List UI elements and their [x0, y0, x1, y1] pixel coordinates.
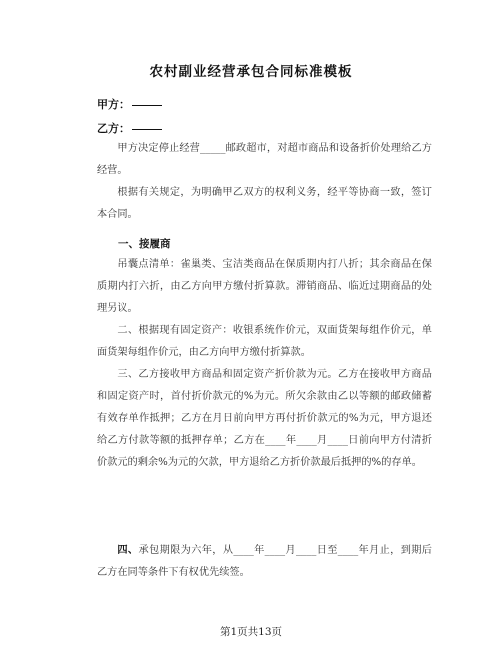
paragraph-intro: 甲方决定停止经营_____邮政超市，对超市商品和设备折价处理给乙方经营。	[97, 143, 432, 176]
page-indicator: 第1页共13页	[219, 626, 283, 638]
clause-number: 四、	[117, 545, 139, 556]
document-title: 农村副业经营承包合同标准模板	[149, 64, 353, 80]
paragraph-goods-list: 吊囊点清单：雀巢类、宝洁类商品在保质期内打八折；其余商品在保质期内打六折，由乙方向甲方缴付折算款。滞销商品、临近过期商品的处理另议。	[97, 259, 432, 314]
party-b-blank	[132, 129, 162, 130]
paragraph-payment-terms: 三、乙方接收甲方商品和固定资产折价款为元。乙方在接收甲方商品和固定资产时，首付折价款元的%为元。所欠余款由乙以等额的邮政储蓄有效存单作抵押；乙方在月日前向甲方再付折价款元的%为元，甲方退还给乙方付款等额的抵押存单；乙方在____年____月____日前向甲方付清折价款元的剩余%为元的欠款，甲方退给乙方折价款最后抵押的%的存单。	[97, 369, 432, 468]
party-a-line	[97, 96, 162, 112]
party-a-blank	[132, 105, 162, 106]
party-b-line	[97, 120, 162, 136]
party-b-label: 乙方：	[97, 122, 130, 135]
paragraph-basis: 根据有关规定，为明确甲乙双方的权利义务，经平等协商一致，签订本合同。	[97, 187, 432, 220]
clause-text: 承包期限为六年，从____年____月____日至____年月止，到期后乙方在同等条件下有权优先续签。	[97, 545, 432, 578]
section-heading-1: 一、接履商	[118, 238, 171, 250]
paragraph-contract-term	[97, 540, 432, 584]
party-a-label: 甲方：	[97, 98, 130, 111]
paragraph-fixed-assets: 二、根据现有固定资产：收银系统作价元，双面货架每组作价元，单面货架每组作价元，由乙方向甲方缴付折算款。	[97, 325, 432, 358]
